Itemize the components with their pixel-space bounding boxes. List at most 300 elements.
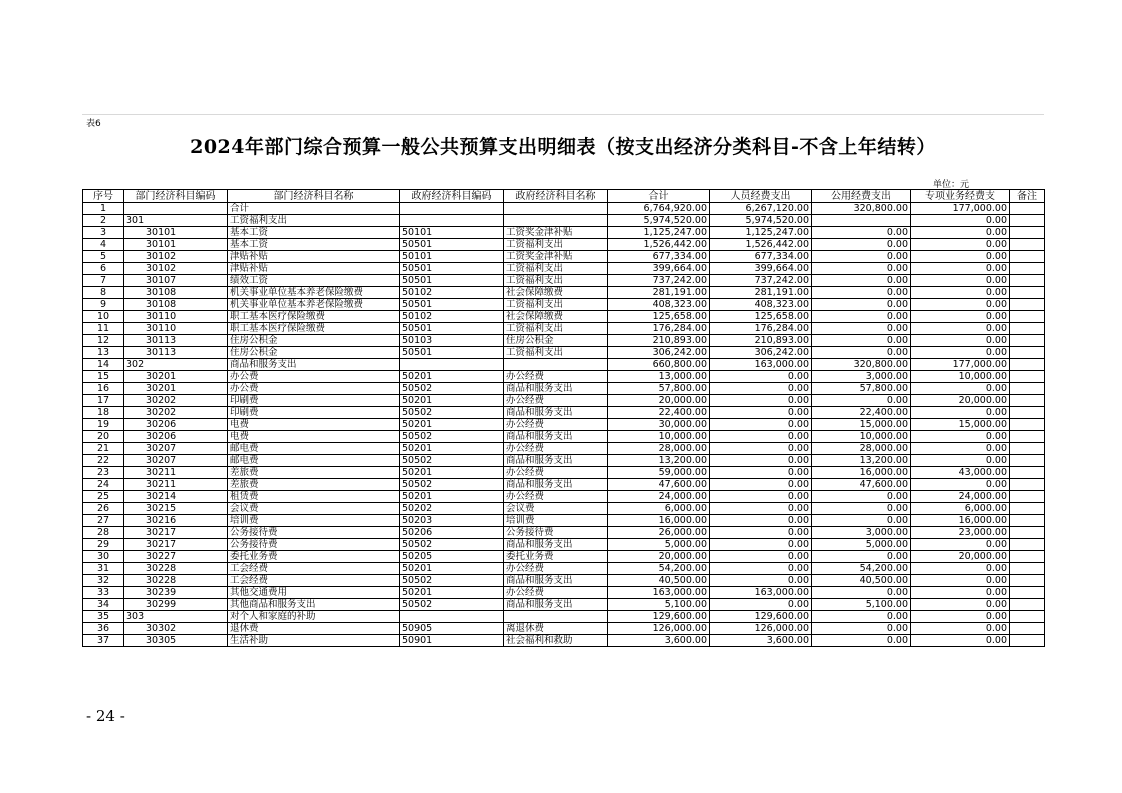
- cell-gov-code: 50202: [400, 503, 504, 515]
- cell-dept-name: 其他商品和服务支出: [228, 599, 400, 611]
- cell-special: 0.00: [911, 443, 1010, 455]
- cell-gov-name: [504, 203, 608, 215]
- table-row: [83, 587, 1045, 599]
- header-row: [83, 190, 1045, 203]
- cell-gov-name: 工资福利支出: [504, 347, 608, 359]
- cell-no: 27: [83, 515, 124, 527]
- cell-total: 677,334.00: [608, 251, 710, 263]
- cell-personnel: 677,334.00: [710, 251, 812, 263]
- cell-gov-name: 商品和服务支出: [504, 539, 608, 551]
- cell-gov-code: 50502: [400, 479, 504, 491]
- cell-note: [1010, 335, 1045, 347]
- cell-no: 18: [83, 407, 124, 419]
- cell-no: 16: [83, 383, 124, 395]
- cell-gov-name: 会议费: [504, 503, 608, 515]
- cell-no: 8: [83, 287, 124, 299]
- cell-personnel: 0.00: [710, 407, 812, 419]
- cell-personnel: 0.00: [710, 599, 812, 611]
- cell-gov-code: 50501: [400, 263, 504, 275]
- cell-public: 320,800.00: [812, 203, 911, 215]
- cell-dept-name: 工资福利支出: [228, 215, 400, 227]
- cell-note: [1010, 203, 1045, 215]
- table-row: [83, 299, 1045, 311]
- cell-total: 10,000.00: [608, 431, 710, 443]
- table-row: [83, 371, 1045, 383]
- cell-special: 0.00: [911, 239, 1010, 251]
- table-row: [83, 419, 1045, 431]
- cell-personnel: 0.00: [710, 479, 812, 491]
- cell-gov-name: [504, 215, 608, 227]
- cell-note: [1010, 371, 1045, 383]
- cell-gov-code: 50103: [400, 335, 504, 347]
- cell-special: 0.00: [911, 347, 1010, 359]
- cell-gov-name: 委托业务费: [504, 551, 608, 563]
- cell-no: 11: [83, 323, 124, 335]
- cell-dept-code: 30217: [124, 527, 228, 539]
- cell-dept-name: 商品和服务支出: [228, 359, 400, 371]
- table-row: [83, 539, 1045, 551]
- cell-dept-name: 住房公积金: [228, 347, 400, 359]
- cell-no: 13: [83, 347, 124, 359]
- cell-public: 0.00: [812, 551, 911, 563]
- cell-gov-code: [400, 203, 504, 215]
- cell-gov-name: 办公经费: [504, 419, 608, 431]
- cell-dept-name: 租赁费: [228, 491, 400, 503]
- cell-dept-name: 基本工资: [228, 227, 400, 239]
- cell-dept-code: 30299: [124, 599, 228, 611]
- cell-gov-code: 50501: [400, 275, 504, 287]
- cell-gov-code: [400, 215, 504, 227]
- cell-special: 10,000.00: [911, 371, 1010, 383]
- cell-note: [1010, 467, 1045, 479]
- cell-public: 0.00: [812, 299, 911, 311]
- cell-no: 29: [83, 539, 124, 551]
- cell-note: [1010, 383, 1045, 395]
- cell-personnel: 3,600.00: [710, 635, 812, 647]
- cell-personnel: 408,323.00: [710, 299, 812, 311]
- cell-public: 0.00: [812, 239, 911, 251]
- cell-special: 0.00: [911, 635, 1010, 647]
- cell-public: 16,000.00: [812, 467, 911, 479]
- cell-total: 6,000.00: [608, 503, 710, 515]
- cell-dept-name: 津贴补贴: [228, 263, 400, 275]
- col-header-dept-name: 部门经济科目名称: [228, 190, 400, 203]
- cell-public: 3,000.00: [812, 527, 911, 539]
- table-row: [83, 551, 1045, 563]
- cell-total: 129,600.00: [608, 611, 710, 623]
- cell-special: 0.00: [911, 539, 1010, 551]
- cell-special: 15,000.00: [911, 419, 1010, 431]
- cell-note: [1010, 347, 1045, 359]
- cell-total: 210,893.00: [608, 335, 710, 347]
- cell-dept-code: 30305: [124, 635, 228, 647]
- cell-dept-code: 303: [124, 611, 228, 623]
- cell-note: [1010, 575, 1045, 587]
- cell-gov-code: 50201: [400, 491, 504, 503]
- cell-gov-name: 工资福利支出: [504, 263, 608, 275]
- cell-dept-code: 30102: [124, 251, 228, 263]
- cell-total: 3,600.00: [608, 635, 710, 647]
- cell-personnel: 163,000.00: [710, 359, 812, 371]
- table-row: [83, 503, 1045, 515]
- cell-note: [1010, 515, 1045, 527]
- cell-gov-code: 50501: [400, 323, 504, 335]
- table-row: [83, 395, 1045, 407]
- cell-dept-name: 工会经费: [228, 575, 400, 587]
- table-row: [83, 455, 1045, 467]
- table-row: [83, 383, 1045, 395]
- page-title: 2024年部门综合预算一般公共预算支出明细表（按支出经济分类科目-不含上年结转）: [190, 136, 936, 158]
- cell-gov-name: 商品和服务支出: [504, 407, 608, 419]
- cell-total: 13,000.00: [608, 371, 710, 383]
- cell-dept-name: 公务接待费: [228, 527, 400, 539]
- cell-special: 0.00: [911, 431, 1010, 443]
- cell-dept-code: 30107: [124, 275, 228, 287]
- cell-gov-code: 50901: [400, 635, 504, 647]
- col-header-gov-name: 政府经济科目名称: [504, 190, 608, 203]
- cell-dept-code: 30215: [124, 503, 228, 515]
- cell-dept-name: 培训费: [228, 515, 400, 527]
- cell-dept-name: 电费: [228, 431, 400, 443]
- cell-special: 20,000.00: [911, 551, 1010, 563]
- cell-gov-code: 50201: [400, 563, 504, 575]
- cell-total: 20,000.00: [608, 395, 710, 407]
- cell-special: 177,000.00: [911, 203, 1010, 215]
- cell-gov-code: [400, 611, 504, 623]
- cell-no: 26: [83, 503, 124, 515]
- unit-label: 单位：元: [933, 180, 970, 190]
- cell-gov-code: 50205: [400, 551, 504, 563]
- cell-public: 5,100.00: [812, 599, 911, 611]
- cell-special: 0.00: [911, 599, 1010, 611]
- table-row: [83, 275, 1045, 287]
- cell-gov-code: 50101: [400, 227, 504, 239]
- cell-gov-name: 办公经费: [504, 491, 608, 503]
- cell-special: 0.00: [911, 299, 1010, 311]
- table-row: [83, 443, 1045, 455]
- table-row: [83, 335, 1045, 347]
- table-row: [83, 479, 1045, 491]
- cell-dept-code: 30228: [124, 563, 228, 575]
- cell-total: 126,000.00: [608, 623, 710, 635]
- col-header-gov-code: 政府经济科目编码: [400, 190, 504, 203]
- table-row: [83, 623, 1045, 635]
- expenditure-detail-table: [82, 189, 1045, 647]
- table-row: [83, 203, 1045, 215]
- cell-note: [1010, 479, 1045, 491]
- cell-personnel: 0.00: [710, 455, 812, 467]
- cell-personnel: 129,600.00: [710, 611, 812, 623]
- cell-gov-name: 培训费: [504, 515, 608, 527]
- cell-personnel: 0.00: [710, 491, 812, 503]
- cell-no: 24: [83, 479, 124, 491]
- table-header: [83, 190, 1045, 203]
- cell-no: 33: [83, 587, 124, 599]
- cell-public: 0.00: [812, 491, 911, 503]
- cell-note: [1010, 431, 1045, 443]
- cell-gov-code: 50502: [400, 539, 504, 551]
- cell-public: 15,000.00: [812, 419, 911, 431]
- cell-personnel: 0.00: [710, 395, 812, 407]
- cell-no: 17: [83, 395, 124, 407]
- cell-dept-code: 30206: [124, 419, 228, 431]
- cell-no: 4: [83, 239, 124, 251]
- cell-gov-name: 住房公积金: [504, 335, 608, 347]
- cell-personnel: 163,000.00: [710, 587, 812, 599]
- cell-public: 10,000.00: [812, 431, 911, 443]
- cell-personnel: 0.00: [710, 563, 812, 575]
- cell-dept-name: 其他交通费用: [228, 587, 400, 599]
- cell-dept-code: 30201: [124, 371, 228, 383]
- cell-special: 0.00: [911, 623, 1010, 635]
- cell-dept-name: 委托业务费: [228, 551, 400, 563]
- table-row: [83, 575, 1045, 587]
- cell-dept-code: 30214: [124, 491, 228, 503]
- cell-total: 20,000.00: [608, 551, 710, 563]
- cell-note: [1010, 443, 1045, 455]
- cell-gov-name: 公务接待费: [504, 527, 608, 539]
- cell-note: [1010, 419, 1045, 431]
- cell-total: 28,000.00: [608, 443, 710, 455]
- cell-note: [1010, 251, 1045, 263]
- table-row: [83, 323, 1045, 335]
- cell-dept-code: 30101: [124, 239, 228, 251]
- cell-dept-code: 30216: [124, 515, 228, 527]
- cell-personnel: 1,526,442.00: [710, 239, 812, 251]
- cell-total: 660,800.00: [608, 359, 710, 371]
- cell-note: [1010, 323, 1045, 335]
- cell-gov-name: 商品和服务支出: [504, 479, 608, 491]
- table-row: [83, 431, 1045, 443]
- table-body: [83, 203, 1045, 647]
- cell-public: 0.00: [812, 251, 911, 263]
- cell-dept-code: 30202: [124, 395, 228, 407]
- cell-gov-name: 商品和服务支出: [504, 575, 608, 587]
- cell-no: 12: [83, 335, 124, 347]
- cell-total: 5,100.00: [608, 599, 710, 611]
- cell-personnel: 176,284.00: [710, 323, 812, 335]
- cell-public: 40,500.00: [812, 575, 911, 587]
- cell-total: 57,800.00: [608, 383, 710, 395]
- cell-no: 28: [83, 527, 124, 539]
- cell-public: 47,600.00: [812, 479, 911, 491]
- cell-personnel: 0.00: [710, 503, 812, 515]
- col-header-dept-code: 部门经济科目编码: [124, 190, 228, 203]
- cell-gov-name: 商品和服务支出: [504, 455, 608, 467]
- cell-personnel: 0.00: [710, 383, 812, 395]
- cell-personnel: 399,664.00: [710, 263, 812, 275]
- cell-special: 0.00: [911, 227, 1010, 239]
- cell-public: 0.00: [812, 275, 911, 287]
- cell-total: 281,191.00: [608, 287, 710, 299]
- cell-special: 0.00: [911, 611, 1010, 623]
- cell-no: 25: [83, 491, 124, 503]
- cell-public: 0.00: [812, 587, 911, 599]
- cell-personnel: 0.00: [710, 419, 812, 431]
- cell-gov-code: 50201: [400, 371, 504, 383]
- table-row: [83, 467, 1045, 479]
- cell-gov-name: 商品和服务支出: [504, 383, 608, 395]
- cell-gov-name: 办公经费: [504, 371, 608, 383]
- cell-no: 9: [83, 299, 124, 311]
- cell-dept-code: 30302: [124, 623, 228, 635]
- cell-dept-code: 30227: [124, 551, 228, 563]
- cell-dept-name: 差旅费: [228, 467, 400, 479]
- cell-public: 0.00: [812, 347, 911, 359]
- cell-note: [1010, 455, 1045, 467]
- cell-public: 0.00: [812, 311, 911, 323]
- cell-total: 54,200.00: [608, 563, 710, 575]
- table-row: [83, 227, 1045, 239]
- cell-personnel: 5,974,520.00: [710, 215, 812, 227]
- cell-note: [1010, 299, 1045, 311]
- cell-special: 0.00: [911, 587, 1010, 599]
- cell-gov-code: 50502: [400, 383, 504, 395]
- cell-special: 16,000.00: [911, 515, 1010, 527]
- cell-gov-name: 工资奖金津补贴: [504, 227, 608, 239]
- cell-special: 0.00: [911, 575, 1010, 587]
- cell-special: 0.00: [911, 263, 1010, 275]
- cell-gov-name: 工资奖金津补贴: [504, 251, 608, 263]
- cell-dept-code: [124, 203, 228, 215]
- table-row: [83, 599, 1045, 611]
- cell-note: [1010, 539, 1045, 551]
- cell-dept-code: 302: [124, 359, 228, 371]
- cell-note: [1010, 263, 1045, 275]
- table-row: [83, 287, 1045, 299]
- cell-gov-code: 50501: [400, 347, 504, 359]
- cell-dept-code: 30108: [124, 299, 228, 311]
- cell-special: 23,000.00: [911, 527, 1010, 539]
- cell-gov-code: 50501: [400, 239, 504, 251]
- cell-dept-code: 30211: [124, 479, 228, 491]
- cell-no: 36: [83, 623, 124, 635]
- cell-dept-code: 30207: [124, 443, 228, 455]
- cell-dept-code: 30101: [124, 227, 228, 239]
- cell-gov-name: 社会保障缴费: [504, 287, 608, 299]
- cell-note: [1010, 587, 1045, 599]
- cell-dept-name: 绩效工资: [228, 275, 400, 287]
- cell-dept-code: 30113: [124, 335, 228, 347]
- cell-no: 1: [83, 203, 124, 215]
- cell-dept-code: 30207: [124, 455, 228, 467]
- cell-dept-name: 住房公积金: [228, 335, 400, 347]
- cell-gov-name: 办公经费: [504, 443, 608, 455]
- cell-gov-code: 50201: [400, 587, 504, 599]
- cell-gov-code: [400, 359, 504, 371]
- cell-gov-code: 50502: [400, 575, 504, 587]
- cell-gov-name: 商品和服务支出: [504, 431, 608, 443]
- cell-gov-name: 办公经费: [504, 395, 608, 407]
- cell-special: 0.00: [911, 323, 1010, 335]
- table-row: [83, 251, 1045, 263]
- page-number: - 24 -: [86, 707, 125, 725]
- cell-public: 22,400.00: [812, 407, 911, 419]
- cell-gov-name: 工资福利支出: [504, 275, 608, 287]
- cell-gov-name: 办公经费: [504, 587, 608, 599]
- cell-dept-code: 30228: [124, 575, 228, 587]
- cell-personnel: 210,893.00: [710, 335, 812, 347]
- cell-dept-code: 30202: [124, 407, 228, 419]
- cell-gov-code: 50905: [400, 623, 504, 635]
- cell-public: 5,000.00: [812, 539, 911, 551]
- cell-public: 0.00: [812, 623, 911, 635]
- cell-gov-name: 工资福利支出: [504, 299, 608, 311]
- cell-dept-name: 邮电费: [228, 455, 400, 467]
- cell-gov-code: 50502: [400, 599, 504, 611]
- cell-personnel: 1,125,247.00: [710, 227, 812, 239]
- cell-dept-name: 退休费: [228, 623, 400, 635]
- cell-no: 19: [83, 419, 124, 431]
- cell-dept-name: 工会经费: [228, 563, 400, 575]
- cell-no: 30: [83, 551, 124, 563]
- cell-personnel: 126,000.00: [710, 623, 812, 635]
- cell-special: 43,000.00: [911, 467, 1010, 479]
- cell-no: 2: [83, 215, 124, 227]
- cell-personnel: 0.00: [710, 467, 812, 479]
- cell-dept-name: 津贴补贴: [228, 251, 400, 263]
- cell-gov-code: 50502: [400, 407, 504, 419]
- cell-note: [1010, 359, 1045, 371]
- cell-gov-name: 离退休费: [504, 623, 608, 635]
- cell-special: 0.00: [911, 383, 1010, 395]
- cell-no: 32: [83, 575, 124, 587]
- table-row: [83, 215, 1045, 227]
- cell-public: 0.00: [812, 227, 911, 239]
- cell-dept-name: 印刷费: [228, 395, 400, 407]
- cell-dept-name: 印刷费: [228, 407, 400, 419]
- cell-total: 26,000.00: [608, 527, 710, 539]
- cell-gov-name: [504, 359, 608, 371]
- cell-note: [1010, 623, 1045, 635]
- cell-dept-name: 办公费: [228, 371, 400, 383]
- cell-gov-code: 50201: [400, 443, 504, 455]
- cell-total: 30,000.00: [608, 419, 710, 431]
- cell-special: 20,000.00: [911, 395, 1010, 407]
- cell-total: 6,764,920.00: [608, 203, 710, 215]
- cell-dept-name: 公务接待费: [228, 539, 400, 551]
- cell-dept-code: 30211: [124, 467, 228, 479]
- cell-dept-code: 30102: [124, 263, 228, 275]
- cell-dept-code: 30206: [124, 431, 228, 443]
- cell-total: 1,526,442.00: [608, 239, 710, 251]
- cell-special: 0.00: [911, 335, 1010, 347]
- cell-gov-name: 办公经费: [504, 467, 608, 479]
- cell-personnel: 0.00: [710, 431, 812, 443]
- cell-total: 16,000.00: [608, 515, 710, 527]
- cell-total: 13,200.00: [608, 455, 710, 467]
- cell-personnel: 306,242.00: [710, 347, 812, 359]
- cell-no: 7: [83, 275, 124, 287]
- cell-personnel: 0.00: [710, 551, 812, 563]
- cell-dept-name: 邮电费: [228, 443, 400, 455]
- cell-note: [1010, 227, 1045, 239]
- cell-dept-name: 电费: [228, 419, 400, 431]
- col-header-no: 序号: [83, 190, 124, 203]
- cell-note: [1010, 239, 1045, 251]
- cell-dept-code: 30110: [124, 311, 228, 323]
- cell-note: [1010, 635, 1045, 647]
- cell-public: 28,000.00: [812, 443, 911, 455]
- cell-gov-code: 50101: [400, 251, 504, 263]
- cell-note: [1010, 395, 1045, 407]
- cell-gov-code: 50102: [400, 311, 504, 323]
- cell-no: 21: [83, 443, 124, 455]
- cell-gov-name: 工资福利支出: [504, 323, 608, 335]
- cell-gov-code: 50502: [400, 431, 504, 443]
- cell-personnel: 0.00: [710, 515, 812, 527]
- cell-gov-name: 工资福利支出: [504, 239, 608, 251]
